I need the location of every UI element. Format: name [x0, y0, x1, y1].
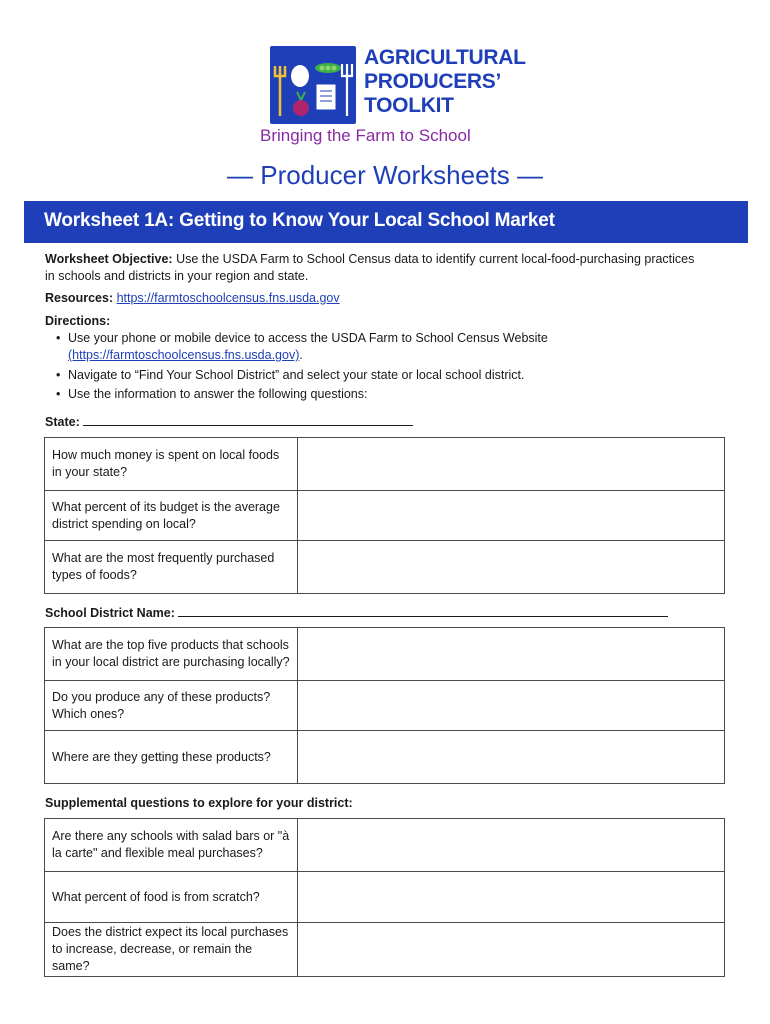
state-field: [45, 413, 413, 431]
state-question-2: What percent of its budget is the average district spending on local?: [45, 491, 298, 541]
table-row: [45, 731, 725, 784]
table-row: [45, 438, 725, 491]
state-answer-1[interactable]: [298, 438, 725, 491]
toolkit-logo-icon: [270, 46, 356, 124]
district-field: [45, 604, 668, 622]
direction-bullet-2: [56, 367, 524, 384]
supplemental-answer-1[interactable]: [298, 819, 725, 872]
worksheet-title: Worksheet 1A: Getting to Know Your Local School Market: [44, 210, 555, 231]
table-row: [45, 681, 725, 731]
logo-tagline: Bringing the Farm to School: [260, 126, 471, 145]
state-answer-3[interactable]: [298, 541, 725, 594]
objective-text-1: Use the USDA Farm to School Census data to identify current local-food-purchasing practices: [176, 252, 695, 266]
supplemental-label: Supplemental questions to explore for your district:: [45, 796, 353, 810]
direction-1-text: Use your phone or mobile device to access the USDA Farm to School Census Website: [68, 331, 548, 345]
district-question-2: Do you produce any of these products? Which ones?: [45, 681, 298, 731]
table-row: [45, 923, 725, 977]
district-question-3: Where are they getting these products?: [45, 731, 298, 784]
worksheet-banner: [24, 201, 748, 243]
district-answer-1[interactable]: [298, 628, 725, 681]
table-row: [45, 872, 725, 923]
district-table: [44, 627, 725, 784]
table-row: [45, 491, 725, 541]
logo-line-1: AGRICULTURAL: [364, 46, 526, 69]
direction-2-text: Navigate to “Find Your School District” and select your state or local school district.: [68, 368, 525, 382]
objective-line-1: [45, 251, 694, 268]
district-blank[interactable]: [178, 604, 668, 617]
district-answer-2[interactable]: [298, 681, 725, 731]
direction-1-period: .: [299, 348, 303, 362]
directions-label: Directions:: [45, 314, 111, 328]
direction-3-text: Use the information to answer the following questions:: [68, 387, 368, 401]
census-link[interactable]: https://farmtoschoolcensus.fns.usda.gov: [116, 291, 340, 305]
district-question-1: What are the top five products that schools in your local district are purchasing locally?: [45, 628, 298, 681]
supplemental-question-3: Does the district expect its local purchases to increase, decrease, or remain the same?: [45, 923, 298, 977]
state-question-3: What are the most frequently purchased types of foods?: [45, 541, 298, 594]
state-answer-2[interactable]: [298, 491, 725, 541]
supplemental-answer-2[interactable]: [298, 872, 725, 923]
state-blank[interactable]: [83, 413, 413, 426]
supplemental-question-1: Are there any schools with salad bars or "à la carte" and flexible meal purchases?: [45, 819, 298, 872]
supplemental-answer-3[interactable]: [298, 923, 725, 977]
state-question-1: How much money is spent on local foods in your state?: [45, 438, 298, 491]
census-link-2[interactable]: (https://farmtoschoolcensus.fns.usda.gov): [68, 348, 300, 362]
page-title: — Producer Worksheets —: [227, 160, 543, 190]
state-label: State:: [45, 415, 80, 429]
logo-line-3: TOOLKIT: [364, 94, 454, 117]
objective-label: Worksheet Objective:: [45, 252, 173, 266]
table-row: [45, 819, 725, 872]
district-label: School District Name:: [45, 606, 175, 620]
state-table: [44, 437, 725, 594]
direction-1-link-line: [68, 347, 303, 364]
objective-text-2: in schools and districts in your region and state.: [45, 269, 309, 283]
district-answer-3[interactable]: [298, 731, 725, 784]
table-row: [45, 541, 725, 594]
resources-label: Resources:: [45, 291, 114, 305]
supplemental-question-2: What percent of food is from scratch?: [45, 872, 298, 923]
logo-line-2: PRODUCERS’: [364, 70, 502, 93]
resources-line: [45, 290, 340, 307]
direction-bullet-1: [56, 330, 548, 347]
toolkit-logo-text: [364, 46, 526, 118]
table-row: [45, 628, 725, 681]
supplemental-table: [44, 818, 725, 977]
direction-bullet-3: [56, 386, 367, 403]
